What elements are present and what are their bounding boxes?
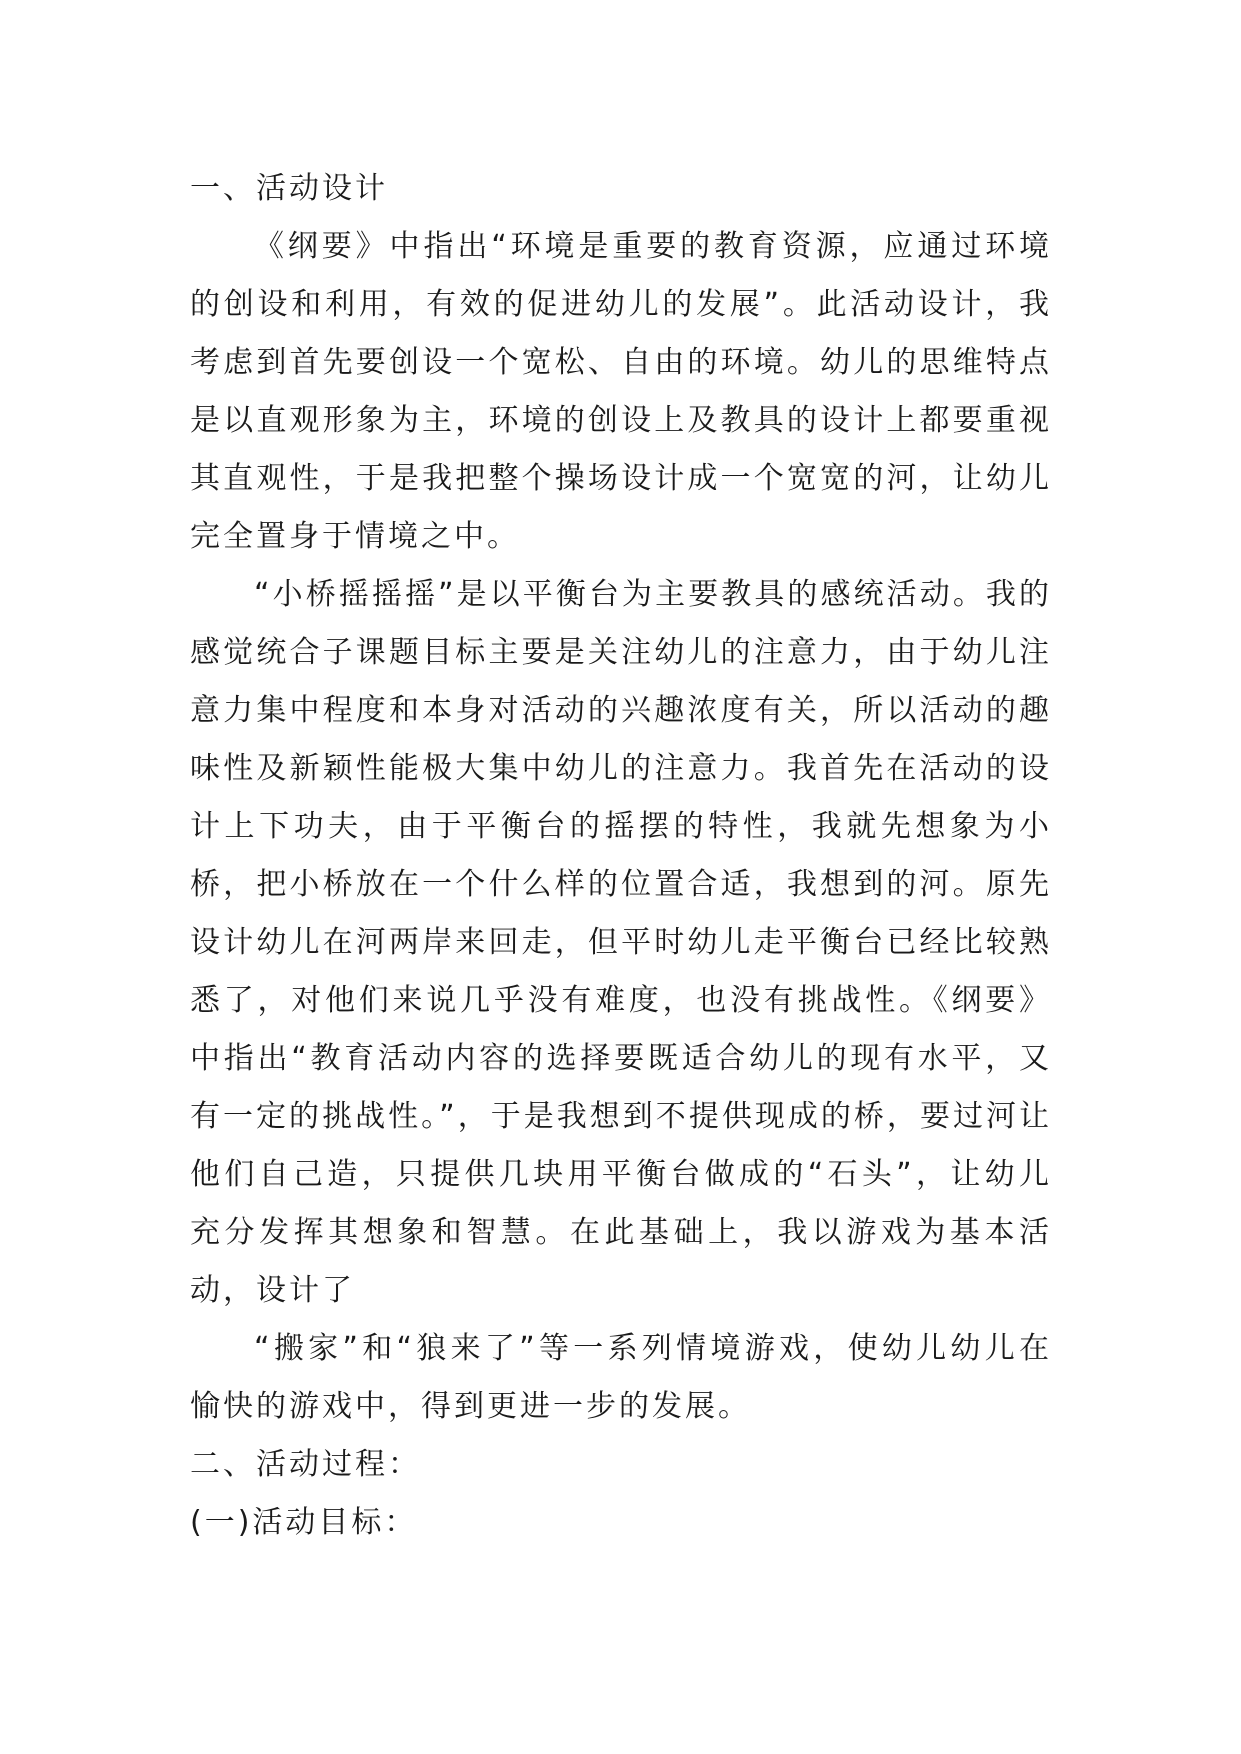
section-heading-activity-design: 一、活动设计: [190, 171, 388, 206]
section-heading-activity-process: 二、活动过程：: [190, 1447, 421, 1482]
paragraph-bridge-activity: “小桥摇摇摇”是以平衡台为主要教具的感统活动。我的感觉统合子课题目标主要是关注幼儿的注意力，由于幼儿注意力集中程度和本身对活动的兴趣浓度有关，所以活动的趣味性及新颖性能极大集中幼儿的注意力。我首先在活动的设计上下功夫，由于平衡台的摇摆的特性，我就先想象为小桥，把小桥放在一个什么样的位置合适，我想到的河。原先设计幼儿在河两岸来回走，但平时幼儿走平衡台已经比较熟悉了，对他们来说几乎没有难度，也没有挑战性。《纲要》中指出“教育活动内容的选择要既适合幼儿的现有水平，又有一定的挑战性。”，于是我想到不提供现成的桥，要过河让他们自己造，只提供几块用平衡台做成的“石头”，让幼儿充分发挥其想象和智慧。在此基础上，我以游戏为基本活动，设计了: [190, 577, 1052, 1308]
paragraph-environment-design: 《纲要》中指出“环境是重要的教育资源，应通过环境的创设和利用，有效的促进幼儿的发展”。此活动设计，我考虑到首先要创设一个宽松、自由的环境。幼儿的思维特点是以直观形象为主，环境的创设上及教具的设计上都要重视其直观性，于是我把整个操场设计成一个宽宽的河，让幼儿完全置身于情境之中。: [190, 229, 1052, 554]
subsection-heading-activity-goals: (一)活动目标：: [190, 1505, 418, 1540]
document-body: [190, 160, 1052, 1552]
paragraph-situational-games: “搬家”和“狼来了”等一系列情境游戏，使幼儿幼儿在愉快的游戏中，得到更进一步的发展。: [190, 1331, 1052, 1424]
